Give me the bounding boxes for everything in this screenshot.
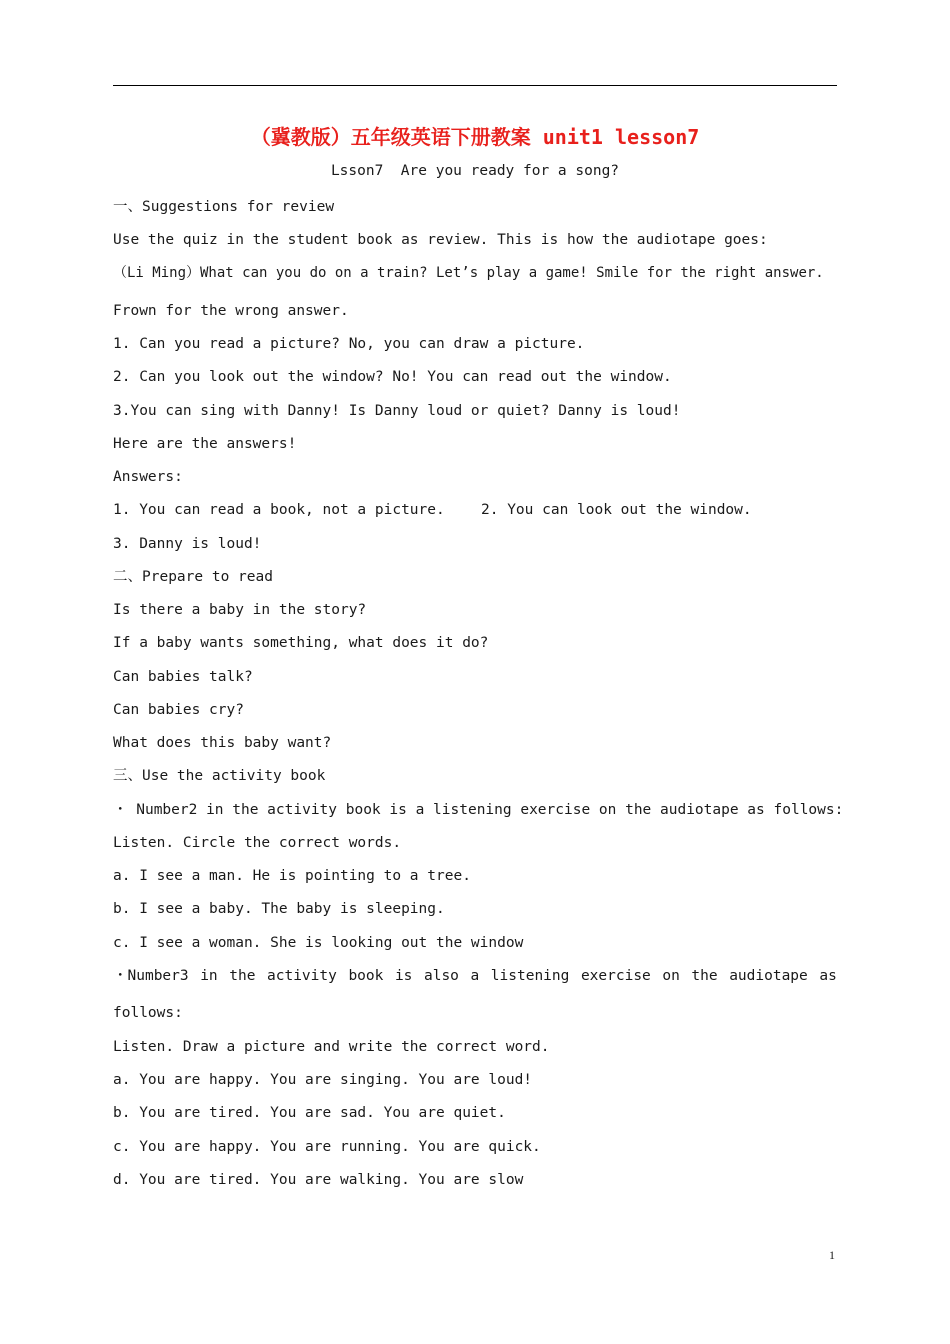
lesson-subtitle: Lsson7 Are you ready for a song? bbox=[330, 163, 620, 179]
answers-label: Answers: bbox=[113, 469, 183, 485]
draw-item-c: c. You are happy. You are running. You are quick. bbox=[113, 1139, 541, 1155]
answer-2: 2. You can look out the window. bbox=[481, 502, 752, 518]
quiz-question-1: 1. Can you read a picture? No, you can draw a picture. bbox=[113, 336, 585, 352]
activity-item-b: b. I see a baby. The baby is sleeping. bbox=[113, 901, 445, 917]
answer-1: 1. You can read a book, not a picture. bbox=[113, 502, 445, 518]
activity-bullet-2-continued: follows: bbox=[113, 1005, 183, 1021]
activity-item-a: a. I see a man. He is pointing to a tree. bbox=[113, 868, 471, 884]
draw-item-d: d. You are tired. You are walking. You are slow bbox=[113, 1172, 524, 1188]
section-1-heading: 一、Suggestions for review bbox=[113, 199, 335, 215]
draw-item-a: a. You are happy. You are singing. You are loud! bbox=[113, 1072, 533, 1088]
prepare-question-2: If a baby wants something, what does it do? bbox=[113, 635, 489, 651]
prepare-question-1: Is there a baby in the story? bbox=[113, 602, 367, 618]
prepare-question-4: Can babies cry? bbox=[113, 702, 244, 718]
activity-bullet-2: ・Number3 in the activity book is also a listening exercise on the audiotape as bbox=[113, 968, 837, 984]
answer-3: 3. Danny is loud! bbox=[113, 536, 262, 552]
prepare-question-3: Can babies talk? bbox=[113, 669, 253, 685]
section-1-quote-line-1: （Li Ming）What can you do on a train? Let’s play a game! Smile for the right answer. bbox=[113, 265, 824, 281]
activity-instruction-1: Listen. Circle the correct words. bbox=[113, 835, 402, 851]
section-2-heading: 二、Prepare to read bbox=[113, 569, 273, 585]
section-1-quote-line-2: Frown for the wrong answer. bbox=[113, 303, 349, 319]
header-rule bbox=[113, 85, 837, 86]
section-1-intro: Use the quiz in the student book as review. This is how the audiotape goes: bbox=[113, 232, 768, 248]
activity-bullet-1: ・ Number2 in the activity book is a listening exercise on the audiotape as follows: bbox=[113, 802, 844, 818]
section-3-heading: 三、Use the activity book bbox=[113, 768, 326, 784]
page-number: 1 bbox=[829, 1248, 835, 1262]
prepare-question-5: What does this baby want? bbox=[113, 735, 332, 751]
quiz-question-3: 3.You can sing with Danny! Is Danny loud or quiet? Danny is loud! bbox=[113, 403, 681, 419]
quiz-question-2: 2. Can you look out the window? No! You can read out the window. bbox=[113, 369, 672, 385]
activity-instruction-2: Listen. Draw a picture and write the correct word. bbox=[113, 1039, 550, 1055]
activity-bullet-2-w1: ・Number3 bbox=[113, 968, 189, 984]
activity-item-c: c. I see a woman. She is looking out the window bbox=[113, 935, 524, 951]
answers-intro: Here are the answers! bbox=[113, 436, 297, 452]
document-title: （冀教版）五年级英语下册教案 unit1 lesson7 bbox=[250, 125, 700, 149]
draw-item-b: b. You are tired. You are sad. You are quiet. bbox=[113, 1105, 506, 1121]
